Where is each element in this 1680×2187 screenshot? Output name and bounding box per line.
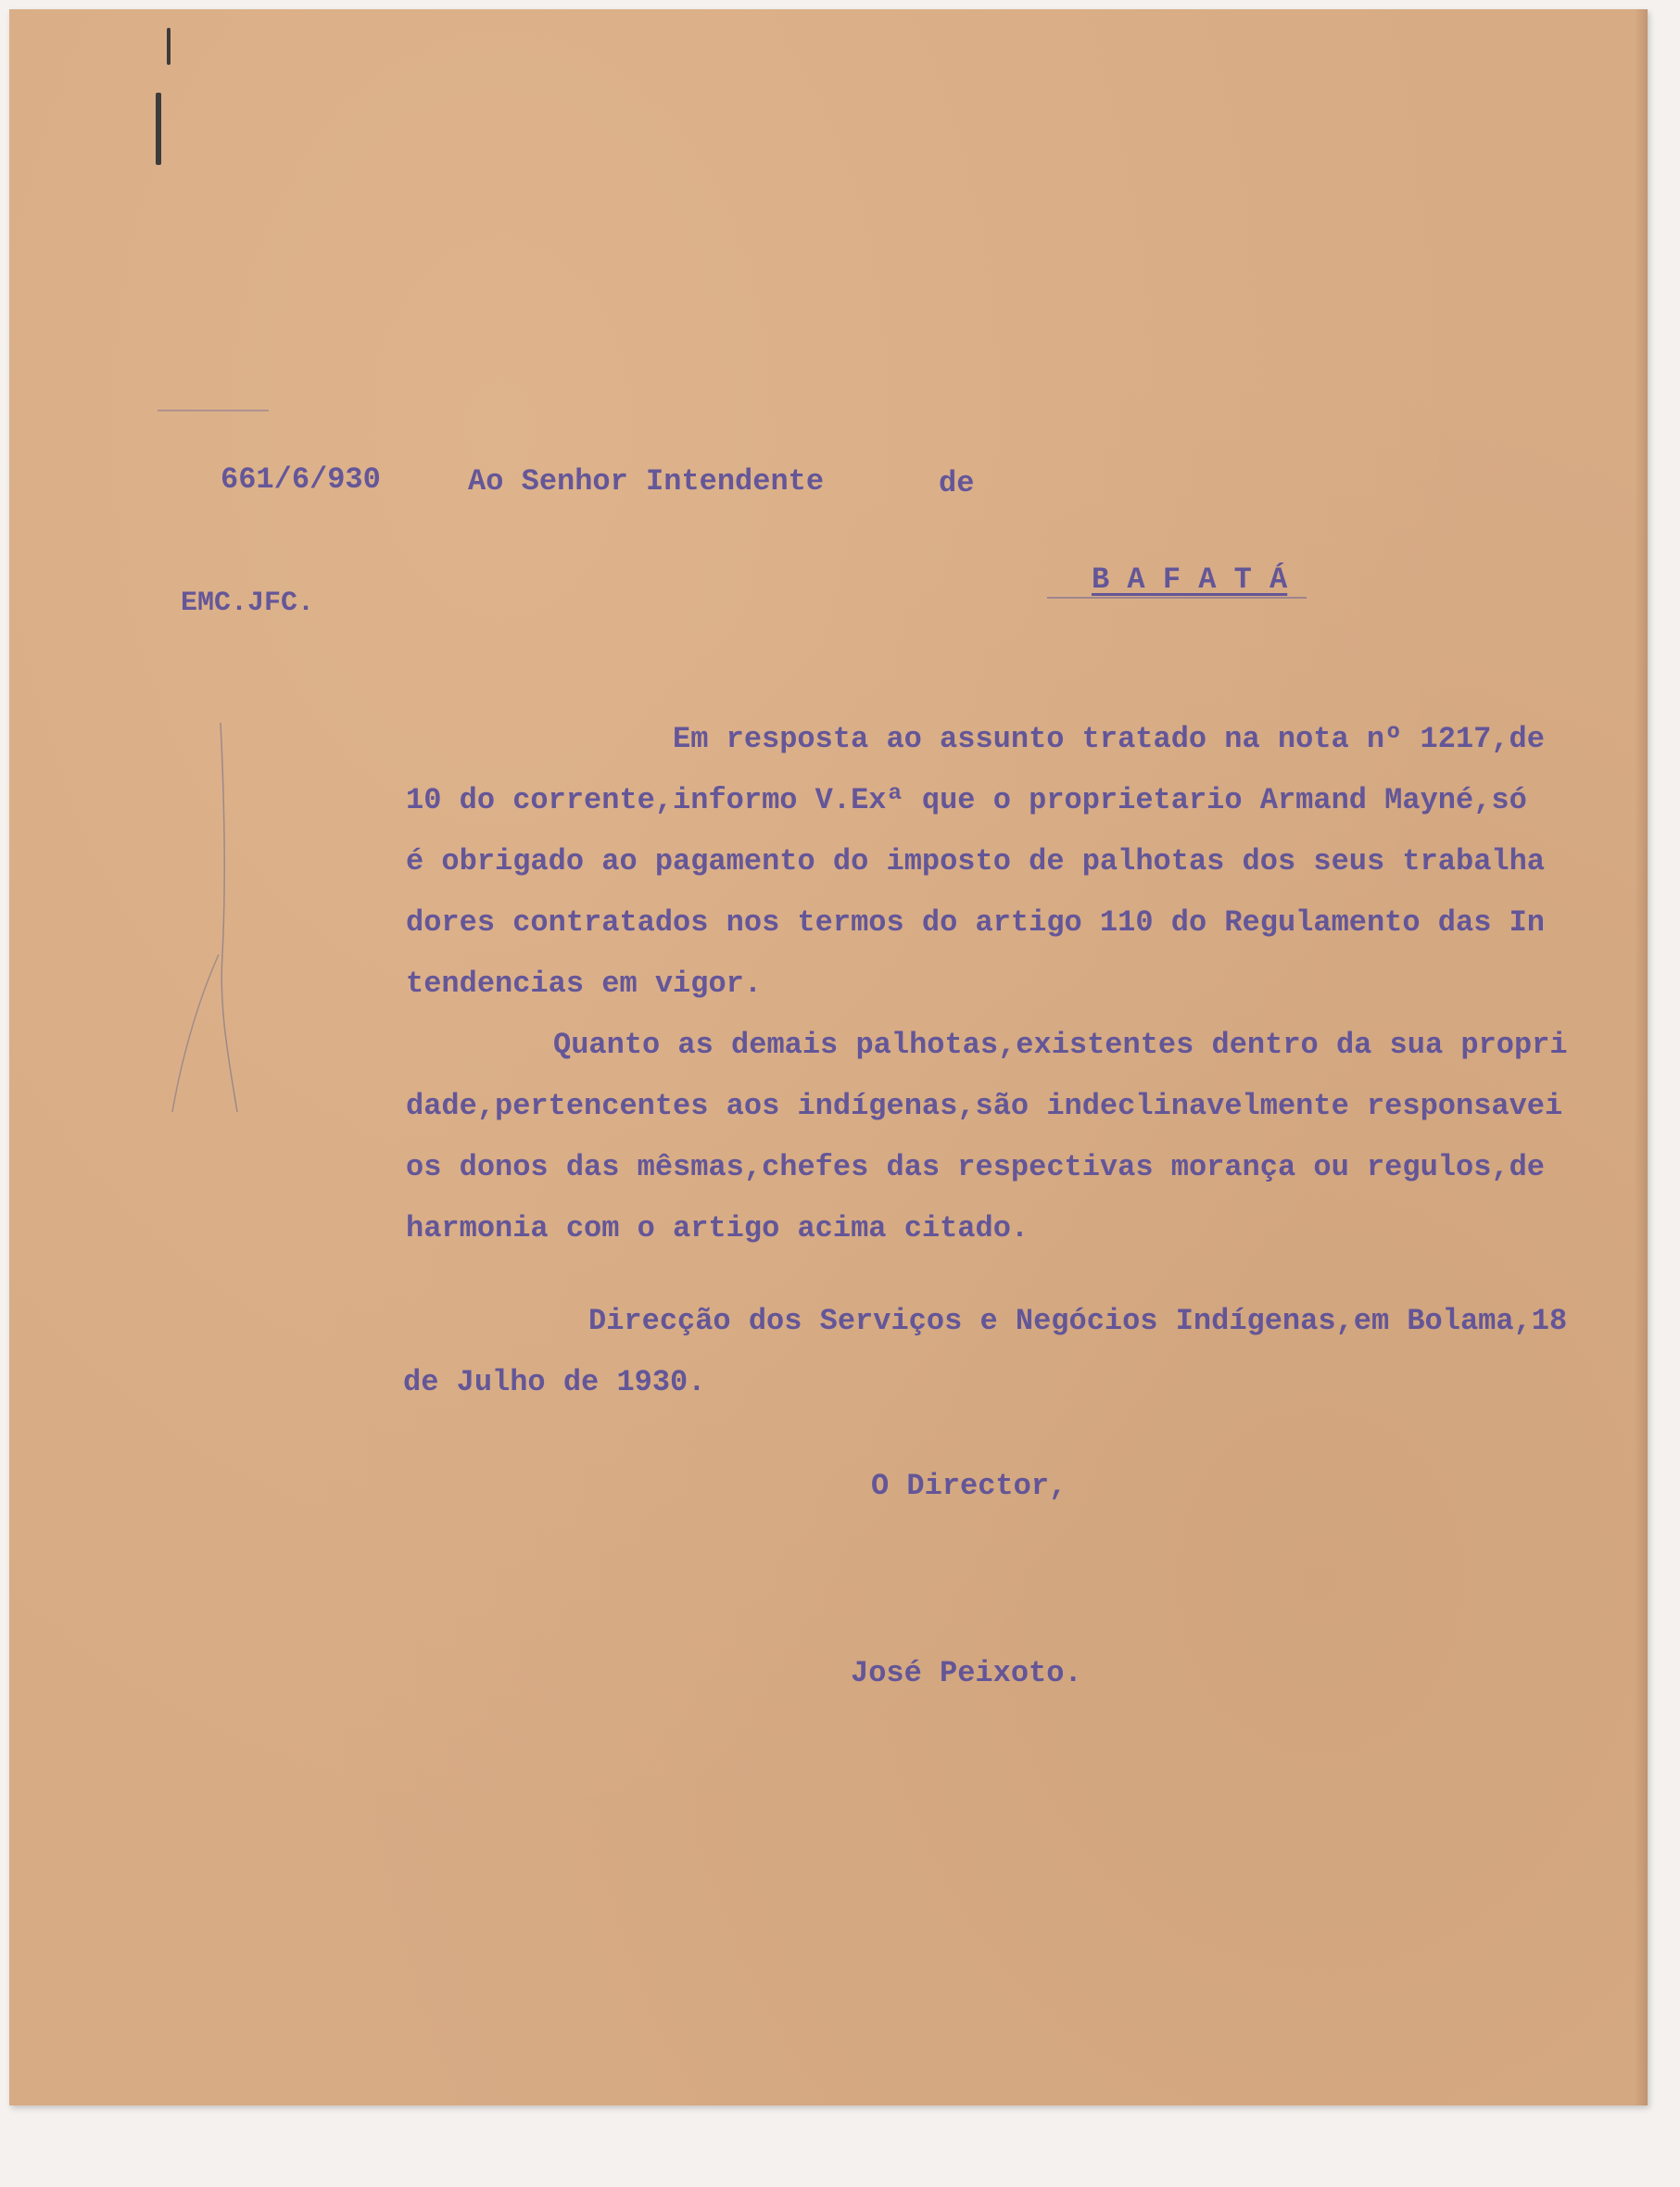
paragraph-2-line-3: os donos das mêsmas,chefes das respectivas morança ou regulos,de [406,1150,1545,1184]
paragraph-1-line-5: tendencias em vigor. [406,967,763,1001]
addressee-preposition: de [939,466,975,500]
paragraph-2-line-4: harmonia com o artigo acima citado. [406,1211,1029,1245]
signatory-name: José Peixoto. [851,1656,1082,1690]
paragraph-1-line-1: Em resposta ao assunto tratado na nota nº 1217,de [673,722,1545,756]
typist-initials: EMC.JFC. [181,588,315,619]
paragraph-2-line-2: dade,pertencentes aos indígenas,são indeclinavelmente responsavei [406,1089,1563,1123]
paper-edge-shadow [1635,9,1648,2105]
paragraph-2-line-1: Quanto as demais palhotas,existentes dentro da sua propri [553,1028,1568,1062]
destination-place: B A F A T Á [1092,563,1288,597]
date-line-2: de Julho de 1930. [403,1365,706,1399]
paragraph-1-line-2: 10 do corrente,informo V.Exª que o proprietario Armand Mayné,só [406,783,1527,817]
reference-number: 661/6/930 [221,462,381,497]
closing-title: O Director, [871,1469,1067,1503]
staple-mark [156,93,161,165]
staple-mark [167,28,171,65]
paragraph-1-line-4: dores contratados nos termos do artigo 110 do Regulamento das In [406,905,1545,940]
addressee: Ao Senhor Intendente [468,464,825,499]
place-underline [1047,597,1307,599]
date-line-1: Direcção dos Serviços e Negócios Indígenas,em Bolama,18 [588,1304,1568,1338]
document-page [9,9,1648,2105]
paragraph-1-line-3: é obrigado ao pagamento do imposto de palhotas dos seus trabalha [406,844,1545,879]
pencil-scribble [165,714,267,1140]
margin-rule [158,410,269,411]
